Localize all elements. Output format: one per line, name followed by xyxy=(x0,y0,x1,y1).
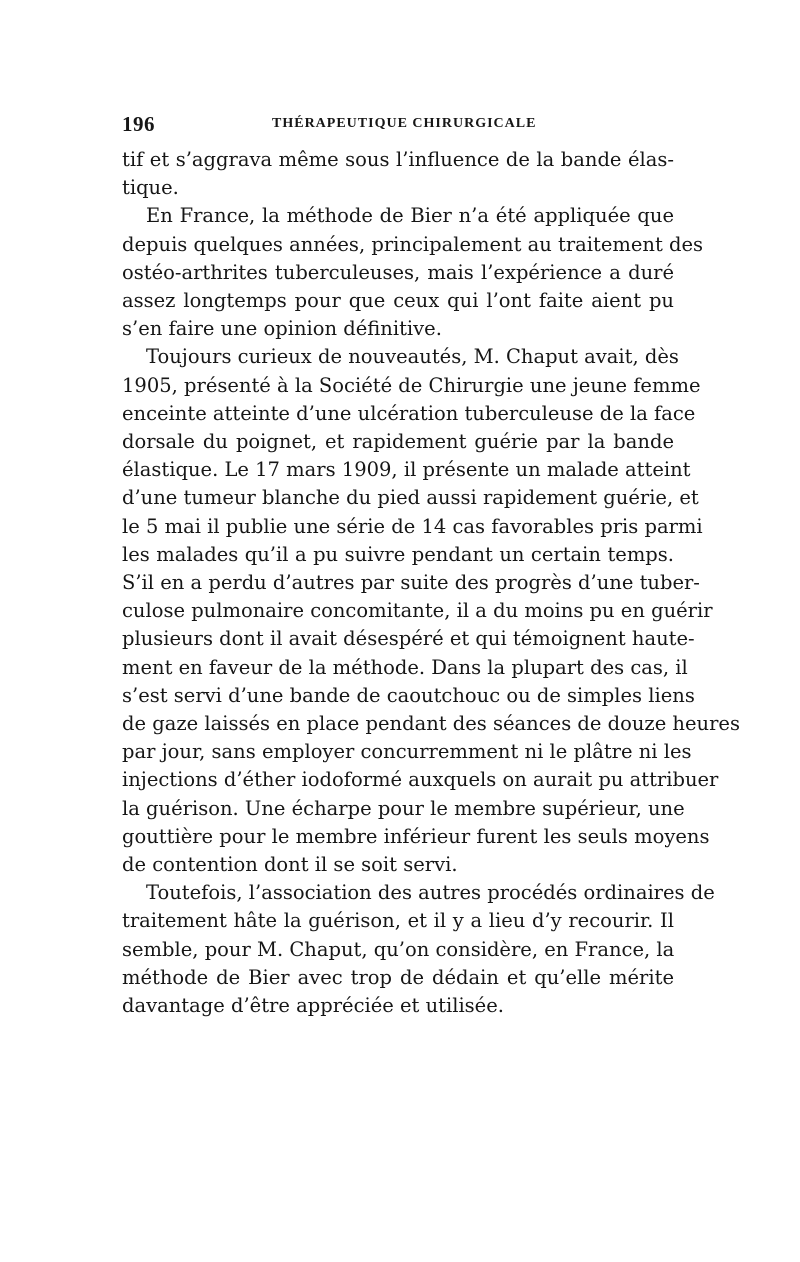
text-line: de gaze laissés en place pendant des séances de douze heures xyxy=(122,712,740,736)
text-line: dorsale du poignet, et rapidement guérie par la bande xyxy=(122,430,674,454)
text-line: S’il en a perdu d’autres par suite des progrès d’une tuber- xyxy=(122,571,700,595)
text-line: le 5 mai il publie une série de 14 cas favorables pris parmi xyxy=(122,514,703,538)
text-line: davantage d’être appréciée et utilisée. xyxy=(122,994,504,1018)
text-line: enceinte atteinte d’une ulcération tuberculeuse de la face xyxy=(122,401,696,425)
text-line: s’en faire une opinion définitive. xyxy=(122,317,442,341)
text-line: En France, la méthode de Bier n’a été appliquée que xyxy=(146,204,674,228)
paragraph xyxy=(122,202,704,343)
text-line: assez longtemps pour que ceux qui l’ont faite aient pu xyxy=(122,289,674,313)
body-text xyxy=(122,146,740,1020)
text-line: Toutefois, l’association des autres procédés ordinaires de xyxy=(146,881,715,905)
text-line: la guérison. Une écharpe pour le membre supérieur, une xyxy=(122,796,685,820)
text-line: injections d’éther iodoformé auxquels on aurait pu attribuer xyxy=(122,768,719,792)
book-page xyxy=(122,112,740,1020)
text-line: traitement hâte la guérison, et il y a lieu d’y recourir. Il xyxy=(122,909,674,933)
text-line: s’est servi d’une bande de caoutchouc ou de simples liens xyxy=(122,683,695,707)
text-line: de contention dont il se soit servi. xyxy=(122,853,458,877)
text-line: Toujours curieux de nouveautés, M. Chaput avait, dès xyxy=(146,345,679,369)
text-line: semble, pour M. Chaput, qu’on considère, en France, la xyxy=(122,937,675,961)
text-line: ostéo-arthrites tuberculeuses, mais l’expérience a duré xyxy=(122,260,674,284)
text-line: par jour, sans employer concurremment ni le plâtre ni les xyxy=(122,740,692,764)
running-head xyxy=(122,112,674,146)
text-line: tique. xyxy=(122,176,179,200)
text-line: d’une tumeur blanche du pied aussi rapidement guérie, et xyxy=(122,486,699,510)
running-title: THÉRAPEUTIQUE CHIRURGICALE xyxy=(272,116,537,131)
text-line: méthode de Bier avec trop de dédain et qu’elle mérite xyxy=(122,965,674,989)
text-line: 1905, présenté à la Société de Chirurgie une jeune femme xyxy=(122,373,701,397)
text-line: depuis quelques années, principalement au traitement des xyxy=(122,232,704,256)
text-line: les malades qu’il a pu suivre pendant un certain temps. xyxy=(122,542,674,566)
text-line: ment en faveur de la méthode. Dans la plupart des cas, il xyxy=(122,655,688,679)
paragraph xyxy=(122,879,715,1020)
text-line: plusieurs dont il avait désespéré et qui témoignent haute- xyxy=(122,627,695,651)
text-line: culose pulmonaire concomitante, il a du moins pu en guérir xyxy=(122,599,713,623)
text-line: élastique. Le 17 mars 1909, il présente un malade atteint xyxy=(122,458,691,482)
paragraph xyxy=(122,343,740,879)
text-line: tif et s’aggrava même sous l’influence de la bande élas- xyxy=(122,148,674,171)
paragraph xyxy=(122,146,674,202)
page-number: 196 xyxy=(122,112,155,136)
text-line: gouttière pour le membre inférieur furent les seuls moyens xyxy=(122,824,710,848)
